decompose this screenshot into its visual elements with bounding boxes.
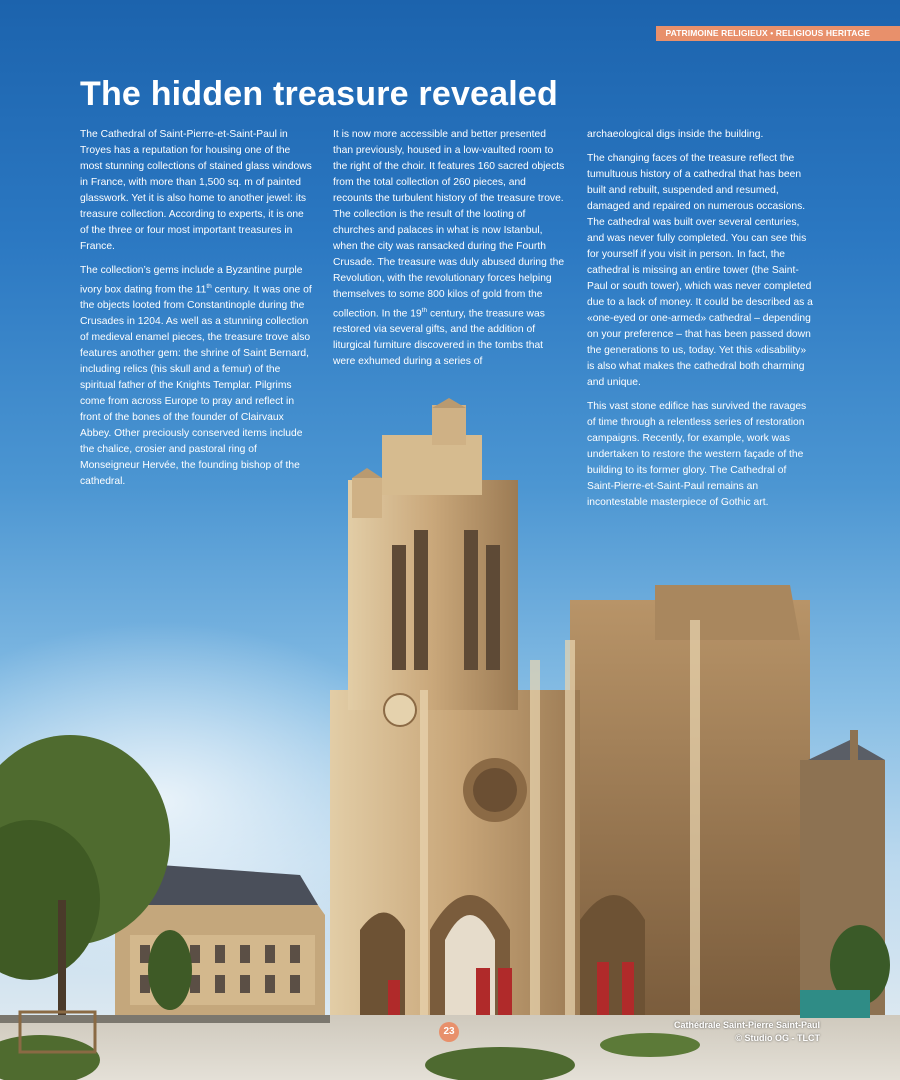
text-column-3 — [587, 127, 815, 519]
photo-caption — [674, 1019, 820, 1045]
paragraph — [80, 263, 312, 490]
paragraph: archaeological digs inside the building. — [587, 129, 764, 140]
paragraph — [333, 127, 565, 370]
superscript: th — [421, 307, 428, 314]
text-column-1 — [80, 127, 312, 498]
superscript: th — [206, 283, 212, 290]
caption-title: Cathédrale Saint-Pierre Saint-Paul — [673, 1020, 820, 1030]
page-title: The hidden treasure revealed — [80, 75, 558, 113]
section-tag: PATRIMOINE RELIGIEUX • RELIGIOUS HERITAGE — [656, 26, 900, 41]
paragraph: The Cathedral of Saint-Pierre-et-Saint-Paul in Troyes has a reputation for housing one of the most stunning collections of stained glass windows in France, with more than 1,500 sq. m of painted glasswork. Yet it is also home to another jewel: its treasure collection. According to experts, it is one of the three or four most important treasures in France. — [80, 129, 312, 252]
photo-credit: © Studio OG - TLCT — [735, 1033, 820, 1043]
text-run: century, the treasure was restored via several gifts, and the addition of liturgical furniture discovered in the tombs that were exhumed during a series of — [333, 308, 545, 368]
text-run: century. It was one of the objects looted from Constantinople during the Crusades in 1204. As well as a stunning collection of medieval enamel pieces, the treasure trove also features another gem: the shrine of Saint Bernard, including relics (his skull and a femur) of the spiritual father of the Knights Templar. Pilgrims come from across Europe to pray and reflect in front of the bones of the founder of Clairvaux Abbey. Other preciously conserved items include the chalice, crosier and pastoral ring of Monseigneur Hervée, the founding bishop of the cathedral. — [80, 284, 312, 488]
paragraph: The changing faces of the treasure reflect the tumultuous history of a cathedral that has been built and rebuilt, suspended and resumed, damaged and repaired on numerous occasions. The cathedral was built over several centuries, and was never fully completed. You can see this for yourself if you visit in person. In fact, the cathedral is missing an entire tower (the Saint-Paul or south tower), which was never completed due to a lack of money. It could be described as a «one-eyed or one-armed» cathedral – depending on your preference – that has been passed down the generations to us, today. Yet this «disability» is also what makes the cathedral both charming and unique. — [587, 153, 813, 388]
text-run: It is now more accessible and better presented than previously, housed in a low-vaulted room to the right of the choir. It features 160 sacred objects from the total collection of 260 pieces, and recounts the turbulent history of the treasure trove. The collection is the result of the looting of churches and palaces in what is now Istanbul, when the city was ransacked during the Fourth Crusade. The treasure was duly abused during the Revolution, with the revolutionary forces helping themselves to some 800 kilos of gold from the collection. In the 19 — [333, 129, 565, 320]
paragraph: This vast stone edifice has survived the ravages of time through a relentless series of restoration campaigns. Recently, for example, work was undertaken to restore the western façade of the building to its former glory. The Cathedral of Saint-Pierre-et-Saint-Paul remains an incontestable masterpiece of Gothic art. — [587, 401, 807, 508]
text-run: The collection’s gems include a Byzantine purple ivory box dating from the 11 — [80, 265, 303, 296]
page-number: 23 — [439, 1022, 459, 1042]
text-column-2 — [333, 127, 565, 378]
